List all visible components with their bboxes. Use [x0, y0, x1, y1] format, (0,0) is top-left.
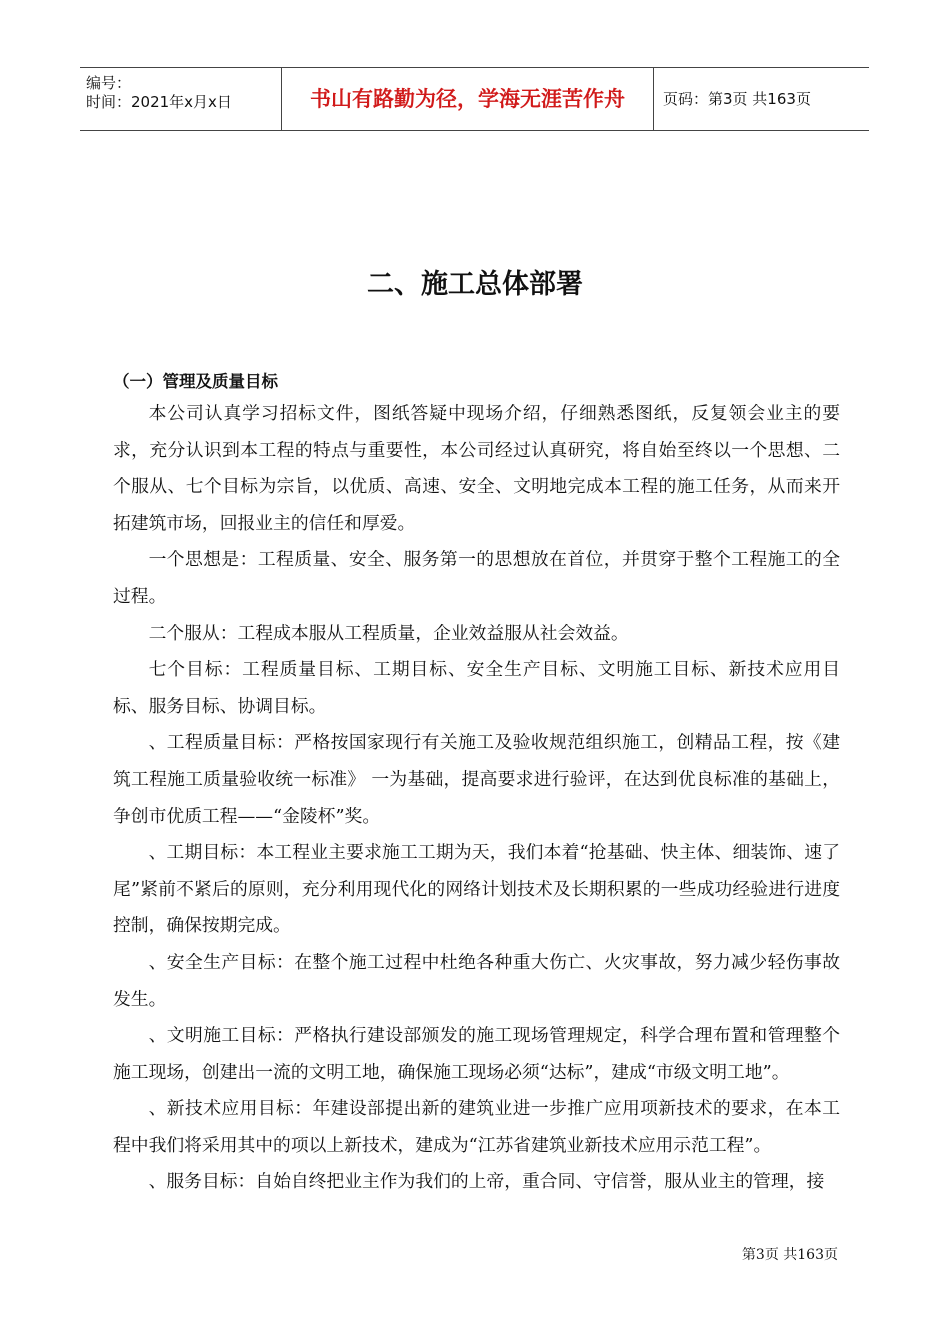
- paragraph: 本公司认真学习招标文件，图纸答疑中现场介绍，仔细熟悉图纸，反复领会业主的要求，充分认识到本工程的特点与重要性，本公司经过认真研究，将自始至终以一个思想、二个服从、七个目标为宗旨，以优质、高速、安全、文明地完成本工程的施工任务，从而来开拓建筑市场，回报业主的信任和厚爱。: [113, 403, 840, 534]
- document-number-label: 编号：: [86, 74, 132, 92]
- paragraph: 、工程质量目标：严格按国家现行有关施工及验收规范组织施工，创精品工程，按《建筑工程施工质量验收统一标准》 一为基础，提高要求进行验评，在达到优良标准的基础上，争创市优质工程——“金陵杯”奖。: [113, 732, 840, 827]
- paragraph: 一个思想是：工程质量、安全、服务第一的思想放在首位，并贯穿于整个工程施工的全过程。: [113, 549, 840, 607]
- paragraph: 、新技术应用目标：年建设部提出新的建筑业进一步推广应用项新技术的要求，在本工程中我们将采用其中的项以上新技术，建成为“江苏省建筑业新技术应用示范工程”。: [113, 1098, 840, 1156]
- header-page-info: 页码：第3页 共163页: [663, 90, 811, 108]
- header-motto: 书山有路勤为径，学海无涯苦作舟: [282, 68, 654, 130]
- page-title: 二、施工总体部署: [367, 269, 583, 300]
- document-date-label: 时间：2021年x月x日: [86, 93, 232, 111]
- paragraph: 、安全生产目标：在整个施工过程中杜绝各种重大伤亡、火灾事故，努力减少轻伤事故发生。: [113, 951, 840, 1010]
- paragraph: 、工期目标：本工程业主要求施工工期为天，我们本着“抢基础、快主体、细装饰、速了尾”紧前不紧后的原则，充分利用现代化的网络计划技术及长期积累的一些成功经验进行进度控制，确保按期完成。: [113, 842, 840, 937]
- section-heading: （一）管理及质量目标: [113, 372, 278, 391]
- body-text: [113, 396, 840, 1201]
- page-footer: 第3页 共163页: [741, 1247, 838, 1263]
- paragraph: 、文明施工目标：严格执行建设部颁发的施工现场管理规定，科学合理布置和管理整个施工现场，创建出一流的文明工地，确保施工现场必须“达标”，建成“市级文明工地”。: [113, 1025, 840, 1083]
- paragraph: 、服务目标：自始自终把业主作为我们的上帝，重合同、守信誉，服从业主的管理，接: [148, 1171, 825, 1193]
- paragraph: 二个服从：工程成本服从工程质量，企业效益服从社会效益。: [148, 622, 629, 644]
- paragraph: 七个目标：工程质量目标、工期目标、安全生产目标、文明施工目标、新技术应用目标、服务目标、协调目标。: [113, 659, 840, 717]
- header-meta-cell: [80, 68, 282, 130]
- document-header: [80, 67, 869, 131]
